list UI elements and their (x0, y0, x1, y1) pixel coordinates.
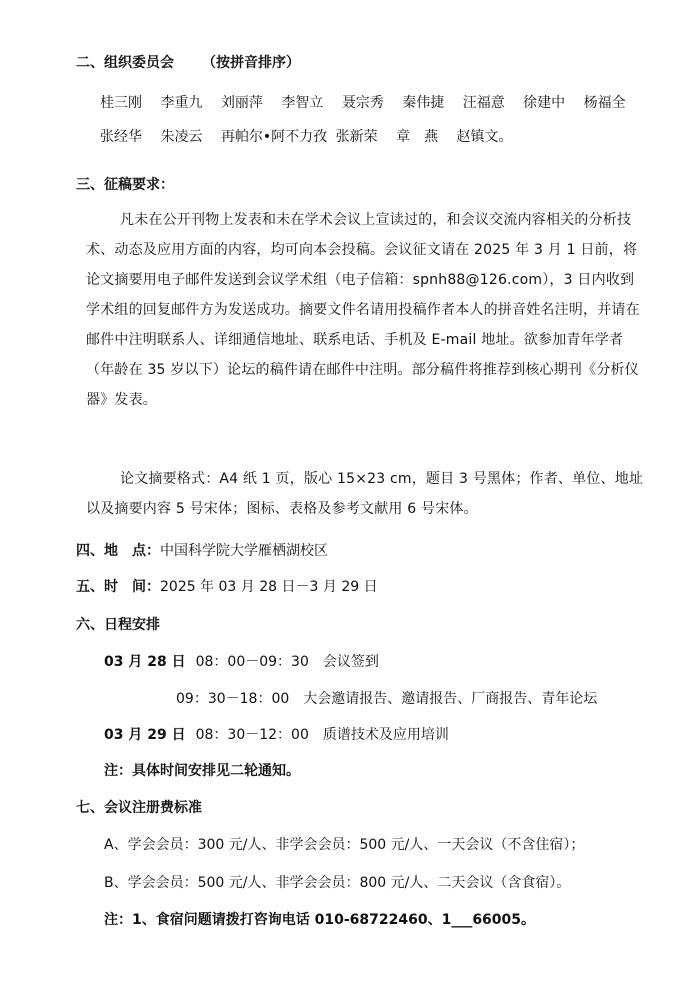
section-2-title: 二、组织委员会 (76, 55, 174, 71)
section-7-title: 七、会议注册费标准 (76, 800, 202, 816)
committee-name: 李智立 (281, 95, 324, 111)
section-3-title: 三、征稿要求： (76, 177, 174, 193)
committee-name: 秦伟捷 (402, 95, 445, 111)
schedule-day-1 (104, 651, 379, 673)
committee-name: 聂宗秀 (341, 95, 384, 111)
committee-name: 汪福意 (462, 95, 505, 111)
section-6-title: 六、日程安排 (76, 617, 160, 633)
committee-name: 赵镇文。 (456, 129, 513, 145)
committee-name: 张经华 (100, 129, 142, 145)
time-value: 2025 年 03 月 28 日－3 月 29 日 (160, 579, 378, 595)
section-2-note: （按拼音排序） (202, 55, 300, 71)
committee-name: 李重九 (160, 95, 203, 111)
section-4-label: 四、地 点： (76, 543, 160, 559)
committee-name: 章 燕 (396, 129, 439, 145)
committee-name: 朱凌云 (160, 129, 203, 145)
committee-name: 徐建中 (523, 95, 566, 111)
committee-name: 刘丽萍 (220, 95, 263, 111)
committee-name: 杨福全 (583, 95, 626, 111)
venue-value: 中国科学院大学雁栖湖校区 (160, 543, 328, 559)
schedule-day-1-label: 03 月 28 日 (104, 654, 186, 670)
committee-names-row-1 (100, 92, 640, 114)
section-4-venue (76, 540, 328, 562)
schedule-item: 08：30－12：00 质谱技术及应用培训 (195, 727, 449, 743)
committee-name: 再帕尔•阿不力孜 (220, 129, 328, 145)
committee-names-row-2 (100, 126, 527, 148)
fee-note: 注：1、食宿问题请拨打咨询电话 010-68722460、1___66005。 (104, 912, 536, 928)
submission-requirements-paragraph: 凡未在公开刊物上发表和未在学术会议上宣读过的，和会议交流内容相关的分析技术、动态及应用方面的内容，均可向本会投稿。会议征文请在 2025 年 3 月 1 日前，将论文摘要用电子邮件发送到会议学术组（电子信箱：spnh88@126.com），3 日内收到学术组的回复邮件方为发送成功。摘要文件名请用投稿作者本人的拼音姓名注明，并请在邮件中注明联系人、详细通信地址、联系电话、手机及 E-mail 地址。欲参加青年学者（年龄在 35 岁以下）论坛的稿件请在邮件中注明。部分稿件将推荐到核心期刊《分析仪器》发表。 (86, 212, 640, 408)
schedule-day-2-label: 03 月 29 日 (104, 727, 186, 743)
fee-line-a: A、学会会员：300 元/人、非学会会员：500 元/人、一天会议（不含住宿）； (104, 837, 585, 853)
schedule-note: 注：具体时间安排见二轮通知。 (104, 763, 300, 779)
abstract-format-paragraph: 论文摘要格式：A4 纸 1 页，版心 15×23 cm，题目 3 号黑体；作者、单位、地址以及摘要内容 5 号宋体；图标、表格及参考文献用 6 号宋体。 (86, 471, 644, 517)
schedule-item: 08：00－09：30 会议签到 (195, 654, 379, 670)
schedule-day-1-item-2: 09：30－18：00 大会邀请报告、邀请报告、厂商报告、青年论坛 (176, 691, 598, 707)
committee-name: 桂三刚 (100, 95, 142, 111)
section-5-time (76, 576, 378, 598)
committee-name: 张新荣 (335, 129, 378, 145)
fee-line-b: B、学会会员：500 元/人、非学会会员：800 元/人、二天会议（含食宿）。 (104, 875, 571, 891)
section-5-label: 五、时 间： (76, 579, 160, 595)
schedule-day-2 (104, 724, 449, 746)
section-2-heading (76, 52, 300, 74)
